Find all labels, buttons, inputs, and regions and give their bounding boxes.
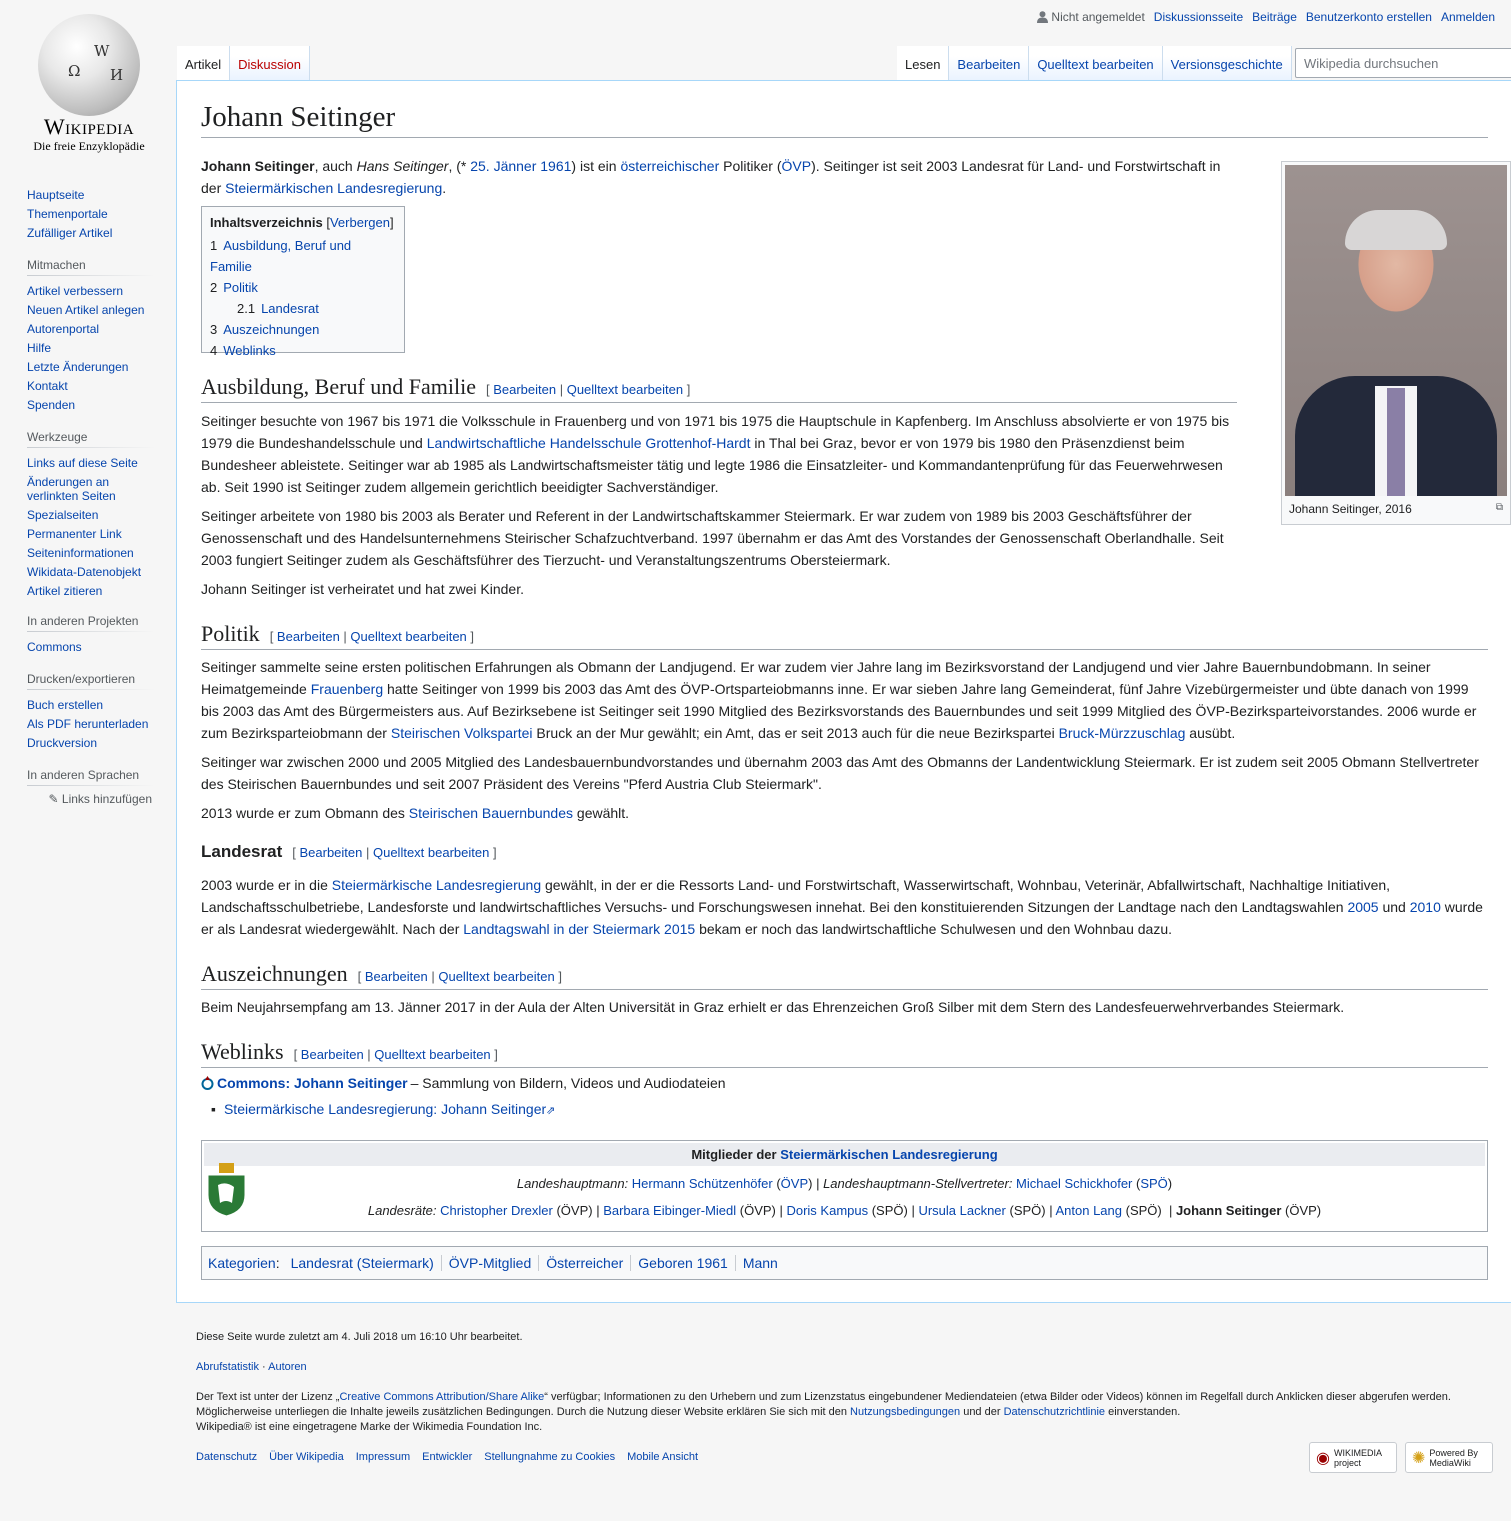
paragraph: Seitinger sammelte seine ersten politischen Erfahrungen als Obmann der Landjugend. Er war zudem vier Jahre lang im Bezirksvorstand der Landjugend und vier Jahre Bauernbundobmann. In seiner Heimatgemeinde Frauenberg hatte Seitinger von 1999 bis 2003 das Amt des ÖVP-Ortsparteiobmanns inne. Er war sieben Jahre lang Gemeinderat, fünf Jahre Vizebürgermeister und übte danach von 1999 bis 2003 das Amt des Bürgermeisters aus. Auf Bezirksebene ist Seitinger seit 1990 Mitglied des Bezirksvorstands des Bauernbundes und seit 1999 Mitglied des ÖVP-Bezirksparteivorstandes. 2006 wurde er zum Bezirksparteiobmann der Steirischen Volkspartei Bruck an der Mur gewählt; ein Amt, das er seit 2013 auch für die neue Bezirkspartei Bruck-Mürzzuschlag ausübt. (201, 659, 1477, 741)
sidebar-item[interactable]: Änderungen an verlinkten Seiten (27, 475, 116, 503)
toc-toggle[interactable]: Verbergen (329, 215, 390, 230)
contributions-link[interactable]: Beiträge (1252, 10, 1297, 24)
sidebar-item[interactable]: Artikel verbessern (27, 284, 124, 298)
footer-link[interactable]: Über Wikipedia (269, 1451, 344, 1463)
link[interactable]: Landtagswahl in der Steiermark 2015 (463, 921, 696, 937)
pencil-icon: ✎ (48, 792, 59, 806)
link[interactable]: österreichischer (620, 158, 720, 174)
footer-link[interactable]: Stellungnahme zu Cookies (484, 1451, 616, 1463)
user-icon (1037, 11, 1048, 23)
link[interactable]: Datenschutzrichtlinie (1003, 1406, 1106, 1418)
navbox-title: Mitglieder der Steiermärkischen Landesregierung (204, 1143, 1485, 1166)
link[interactable]: Steiermärkischen Landesregierung (780, 1147, 998, 1162)
sidebar-item[interactable]: Permanenter Link (27, 527, 122, 541)
lead-paragraph: Johann Seitinger, auch Hans Seitinger, (* 25. Jänner 1961) ist ein österreichischer Politiker (ÖVP). Seitinger ist seit 2003 Landesrat für Land- und Forstwirtschaft in der Steiermärkischen Landesregierung. (201, 158, 1221, 196)
edit-source-link[interactable]: Quelltext bearbeiten (350, 629, 467, 644)
last-edited: Diese Seite wurde zuletzt am 4. Juli 2018 um 16:10 Uhr bearbeitet. (196, 1331, 523, 1343)
tab-artikel[interactable]: Artikel (177, 46, 230, 80)
date-link[interactable]: 25. Jänner 1961 (470, 158, 572, 174)
sidebar-mitmachen (27, 258, 155, 415)
tab-diskussion[interactable]: Diskussion (230, 46, 310, 80)
tagline: Die freie Enzyklopädie (33, 139, 145, 153)
commons-box (201, 1072, 726, 1094)
link[interactable]: Steiermärkischen Landesregierung (225, 180, 443, 196)
list-item: ▪ Steiermärkische Landesregierung: Johann Seitinger⇗ (211, 1101, 556, 1117)
sidebar-item[interactable]: Spenden (27, 398, 76, 412)
sidebar-item[interactable]: Als PDF herunterladen (27, 717, 149, 731)
edit-source-link[interactable]: Quelltext bearbeiten (438, 969, 555, 984)
edit-source-link[interactable]: Quelltext bearbeiten (372, 845, 490, 860)
edit-source-link[interactable]: Quelltext bearbeiten (566, 382, 684, 397)
sidebar-drucken (27, 672, 155, 753)
search-input[interactable]: Wikipedia durchsuchen (1295, 48, 1511, 78)
sidebar-item[interactable]: Seiteninformationen (27, 546, 134, 560)
table-of-contents: Inhaltsverzeichnis [Verbergen] 1 Ausbildung, Beruf und Familie 2 Politik 2.1 Landesrat 3 Auszeichnungen 4 Weblinks (201, 206, 405, 353)
paragraph: Seitinger war zwischen 2000 und 2005 Mitglied des Landesbauernbundvorstandes und übernahm 2003 das Amt des Obmanns der Landentwicklung Steiermark. Er ist zudem seit 2005 Obmann Stellvertreter des Steirischen Bauernbundes und seit 2007 Präsident des Vereins "Pferd Austria Club Steiermark". (201, 754, 1479, 792)
external-link-icon: ⇗ (546, 1105, 556, 1117)
sidebar-heading: Drucken/exportieren (27, 672, 155, 690)
toc-item[interactable]: 4 Weblinks (210, 343, 276, 358)
sidebar-heading: In anderen Sprachen (27, 768, 155, 786)
section-heading: Ausbildung, Beruf und Familie [ Bearbeiten | Quelltext bearbeiten ] (201, 374, 1237, 403)
link[interactable]: 2005 (1347, 899, 1379, 915)
view-tabs (897, 46, 1292, 80)
enlarge-icon[interactable]: ⧉ (1495, 502, 1503, 513)
link[interactable]: Christopher Drexler (440, 1203, 553, 1218)
sidebar-heading: Werkzeuge (27, 430, 155, 448)
wikimedia-icon: ◉ (1316, 1449, 1330, 1467)
footer-link[interactable]: Mobile Ansicht (627, 1451, 699, 1463)
category-links: Kategorien : Landesrat (Steiermark) ÖVP-Mitglied Österreicher Geboren 1961 Mann (201, 1246, 1488, 1280)
sidebar-sprachen (27, 768, 155, 806)
toc-item[interactable]: 2.1 Landesrat (237, 301, 319, 316)
anon-status (1037, 10, 1144, 24)
tab-lesen[interactable]: Lesen (897, 46, 949, 80)
category-link[interactable]: Geboren 1961 (638, 1255, 728, 1271)
edit-link[interactable]: Bearbeiten (364, 969, 428, 984)
page-title: Johann Seitinger (201, 101, 1488, 138)
link[interactable]: Nutzungsbedingungen (850, 1406, 961, 1418)
paragraph: Beim Neujahrsempfang am 13. Jänner 2017 in der Aula der Alten Universität in Graz erhielt er das Ehrenzeichen Groß Silber mit dem Stern des Landesfeuerwehrverbandes Steiermark. (201, 999, 1345, 1015)
footer: Diese Seite wurde zuletzt am 4. Juli 2018 um 16:10 Uhr bearbeitet. Abrufstatistik · Autoren Der Text ist unter der Lizenz „Creative Commons Attribution/Share Alike“ verfügbar; Informationen zu den Urhebern und zum Lizenzstatus eingebundener Mediendateien (etwa Bilder oder Videos) können im Regelfall durch Anklicken dieser abgerufen werden. Möglicherweise unterliegen die Inhalte jeweils zusätzlichen Bedingungen. Durch die Nutzung dieser Website erklären Sie sich mit den Nutzungsbedingungen und der Datenschutzrichtlinie einverstanden. Wikipedia® ist eine eingetragene Marke der Wikimedia Foundation Inc. Datenschutz Über Wikipedia Impressum Entwickler Stellungnahme zu Cookies Mobile Ansicht (196, 1330, 1486, 1465)
external-link[interactable]: Steiermärkische Landesregierung: Johann Seitinger (223, 1101, 547, 1117)
link[interactable]: Steiermärkische Landesregierung (331, 877, 542, 893)
edit-link[interactable]: Bearbeiten (299, 845, 363, 860)
sidebar-item[interactable]: Spezialseiten (27, 508, 99, 522)
footer-badges (1309, 1442, 1493, 1473)
add-links-label: Links hinzufügen (61, 792, 152, 806)
navbox-row: Landesräte: Christopher Drexler (ÖVP) | Barbara Eibinger-Miedl (ÖVP) | Doris Kampus (SPÖ) | Ursula Lackner (SPÖ) | Anton Lang (SPÖ) | Johann Seitinger (ÖVP) (367, 1203, 1322, 1218)
footer-links (196, 1450, 1486, 1465)
sidebar-item[interactable]: Links auf diese Seite (27, 456, 138, 470)
link[interactable]: Creative Commons Attribution/Share Alike (339, 1391, 545, 1403)
tab-bearbeiten[interactable]: Bearbeiten (949, 46, 1029, 80)
section-heading: Weblinks [ Bearbeiten | Quelltext bearbeiten ] (201, 1039, 1488, 1068)
commons-icon (201, 1076, 214, 1090)
link[interactable]: Michael Schickhofer (1016, 1176, 1133, 1191)
sidebar-werkzeuge (27, 430, 155, 601)
link[interactable]: Anton Lang (1055, 1203, 1122, 1218)
anon-label: Nicht angemeldet (1051, 10, 1145, 24)
sidebar-item[interactable]: Autorenportal (27, 322, 100, 336)
wikimedia-badge[interactable]: ◉ WIKIMEDIA project (1309, 1442, 1397, 1473)
sunflower-icon: ✺ (1412, 1449, 1426, 1467)
sidebar-item[interactable]: Letzte Änderungen (27, 360, 129, 374)
commons-link[interactable]: Commons: Johann Seitinger (217, 1075, 408, 1091)
link[interactable]: ÖVP (781, 158, 812, 174)
toc-item[interactable]: 1 Ausbildung, Beruf und Familie (210, 238, 352, 274)
toc-item[interactable]: 2 Politik (210, 280, 258, 295)
tab-versionsgeschichte[interactable]: Versionsgeschichte (1163, 46, 1292, 80)
namespace-tabs (177, 46, 310, 80)
stats-link[interactable]: Abrufstatistik (196, 1361, 259, 1373)
link[interactable]: Ursula Lackner (918, 1203, 1006, 1218)
link[interactable]: ÖVP (780, 1176, 809, 1191)
edit-source-link[interactable]: Quelltext bearbeiten (374, 1047, 491, 1062)
navbox-row: Landeshauptmann: Hermann Schützenhöfer (ÖVP) | Landeshauptmann-Stellvertreter: Michael Schickhofer (SPÖ) (516, 1176, 1173, 1191)
link[interactable]: SPÖ (1140, 1176, 1168, 1191)
categories-label[interactable]: Kategorien (208, 1255, 276, 1271)
paragraph: 2013 wurde er zum Obmann des Steirischen Bauernbundes gewählt. (201, 805, 630, 821)
link[interactable]: Doris Kampus (786, 1203, 869, 1218)
sidebar-item[interactable]: Hilfe (27, 341, 52, 355)
sidebar-heading: In anderen Projekten (27, 614, 155, 632)
mediawiki-badge[interactable]: ✺ Powered By MediaWiki (1405, 1442, 1493, 1473)
link[interactable]: Bruck-Mürzzuschlag (1058, 725, 1186, 741)
paragraph: Seitinger besuchte von 1967 bis 1971 die Volksschule in Frauenberg und von 1971 bis 1975 die Hauptschule in Kapfenberg. Im Anschluss absolvierte er von 1975 bis 1979 die Bundeshandelsschule und Landwirtschaftliche Handelsschule Grottenhof-Hardt in Thal bei Graz, bevor er von 1979 bis 1980 den Präsenzdienst beim Bundesheer ableistete. Seitinger war ab 1985 als Landwirtschaftsmeister tätig und legte 1986 die Einsatzleiter- und Kommandantenprüfung für das Feuerwehrwesen ab. Seit 1990 ist Seitinger zudem allgemein gerichtlich beeidigter Sachverständiger. (201, 413, 1230, 495)
link[interactable]: Landwirtschaftliche Handelsschule Grottenhof-Hardt (426, 435, 751, 451)
create-account-link[interactable]: Benutzerkonto erstellen (1305, 10, 1432, 24)
paragraph: Johann Seitinger ist verheiratet und hat zwei Kinder. (201, 581, 524, 597)
link[interactable]: Steirischen Bauernbundes (408, 805, 574, 821)
edit-link[interactable]: Bearbeiten (493, 382, 557, 397)
sidebar-item[interactable]: Druckversion (27, 736, 98, 750)
wikipedia-logo[interactable] (24, 14, 154, 159)
category-link[interactable]: ÖVP-Mitglied (448, 1255, 532, 1271)
category-link[interactable]: Landesrat (Steiermark) (290, 1255, 434, 1271)
content-area (176, 80, 1511, 1303)
commons-text: – Sammlung von Bildern, Videos und Audiodateien (410, 1075, 726, 1091)
subsection-heading: Landesrat [ Bearbeiten | Quelltext bearbeiten ] (201, 842, 497, 861)
footer-link[interactable]: Entwickler (422, 1451, 473, 1463)
styria-coat-of-arms (206, 1163, 247, 1216)
portrait-photo[interactable] (1285, 165, 1507, 496)
link[interactable]: Hermann Schützenhöfer (631, 1176, 773, 1191)
sidebar-item[interactable]: Wikidata-Datenobjekt (27, 565, 142, 579)
sidebar-heading: Mitmachen (27, 258, 155, 276)
sidebar-item[interactable]: Kontakt (27, 379, 68, 393)
authors-link[interactable]: Autoren (268, 1361, 307, 1373)
tab-quelltext[interactable]: Quelltext bearbeiten (1029, 46, 1162, 80)
edit-link[interactable]: Bearbeiten (300, 1047, 364, 1062)
category-link[interactable]: Mann (742, 1255, 778, 1271)
sidebar-item-hauptseite[interactable]: Hauptseite (27, 188, 85, 202)
sidebar-item-commons[interactable]: Commons (27, 640, 82, 654)
link[interactable]: Frauenberg (310, 681, 384, 697)
photo-caption: Johann Seitinger, 2016 (1289, 502, 1412, 516)
wordmark: Wikipedia (43, 114, 135, 139)
user-nav (1037, 10, 1495, 24)
section-heading: Auszeichnungen [ Bearbeiten | Quelltext bearbeiten ] (201, 961, 1488, 990)
section-heading: Politik [ Bearbeiten | Quelltext bearbeiten ] (201, 621, 1488, 650)
link[interactable]: 2010 (1409, 899, 1441, 915)
footer-link[interactable]: Datenschutz (196, 1451, 258, 1463)
globe-icon: Ω W И (38, 14, 140, 116)
infobox (1281, 161, 1511, 525)
license-text: Der Text ist unter der Lizenz „Creative Commons Attribution/Share Alike“ verfügbar; Informationen zu den Urhebern und zum Lizenzstatus eingebundener Mediendateien (etwa Bilder oder Videos) können im Regelfall durch Anklicken dieser abgerufen werden. Möglicherweise unterliegen die Inhalte jeweils zusätzlichen Bedingungen. Durch die Nutzung dieser Website erklären Sie sich mit den Nutzungsbedingungen und der Datenschutzrichtlinie einverstanden. Wikipedia® ist eine eingetragene Marke der Wikimedia Foundation Inc. (196, 1391, 1451, 1433)
add-links-button[interactable] (27, 792, 155, 806)
sidebar-projekte (27, 614, 155, 657)
sidebar-item[interactable]: Neuen Artikel anlegen (27, 303, 145, 317)
footer-link[interactable]: Impressum (355, 1451, 411, 1463)
link[interactable]: Steirischen Volkspartei (390, 725, 533, 741)
login-link[interactable]: Anmelden (1440, 10, 1495, 24)
toc-item[interactable]: 3 Auszeichnungen (210, 322, 320, 337)
navbox (201, 1140, 1488, 1232)
paragraph: 2003 wurde er in die Steiermärkische Landesregierung gewählt, in der er die Ressorts Land- und Forstwirtschaft, Wasserwirtschaft, Wohnbau, Veterinär, Abfallwirtschaft, Nachhaltige Initiativen, Landschaftsschulbetriebe, Landesforste und landwirtschaftliches Versuchs- und Forschungswesen innehat. Bei den konstituierenden Sitzungen der Landtage nach den Landtagswahlen 2005 und 2010 wurde er als Landesrat wiedergewählt. Nach der Landtagswahl in der Steiermark 2015 bekam er noch das landwirtschaftliche Schulwesen und den Wohnbau dazu. (201, 877, 1483, 937)
sidebar-main (27, 186, 155, 243)
link[interactable]: Barbara Eibinger-Miedl (603, 1203, 737, 1218)
sidebar-item[interactable]: Buch erstellen (27, 698, 104, 712)
paragraph: Seitinger arbeitete von 1980 bis 2003 als Berater und Referent in der Landwirtschaftskammer Steiermark. Er war zudem von 1989 bis 2003 Geschäftsführer der Genossenschaft und des Handelsunternehmens Steirischer Schafzuchtverband. 1997 übernahm er das Amt des Vorstandes der Genossenschaft Oberlandhalle. Seit 2003 fungiert Seitinger zudem als Geschäftsführer des Tierzucht- und Veranstaltungszentrums Obersteiermark. (201, 508, 1224, 568)
talk-link[interactable]: Diskussionsseite (1153, 10, 1244, 24)
toc-title: Inhaltsverzeichnis (210, 215, 323, 230)
category-link[interactable]: Österreicher (546, 1255, 624, 1271)
edit-link[interactable]: Bearbeiten (276, 629, 340, 644)
sidebar-item[interactable]: Artikel zitieren (27, 584, 103, 598)
sidebar-item-themenportale[interactable]: Themenportale (27, 207, 108, 221)
sidebar-item-zufall[interactable]: Zufälliger Artikel (27, 226, 113, 240)
